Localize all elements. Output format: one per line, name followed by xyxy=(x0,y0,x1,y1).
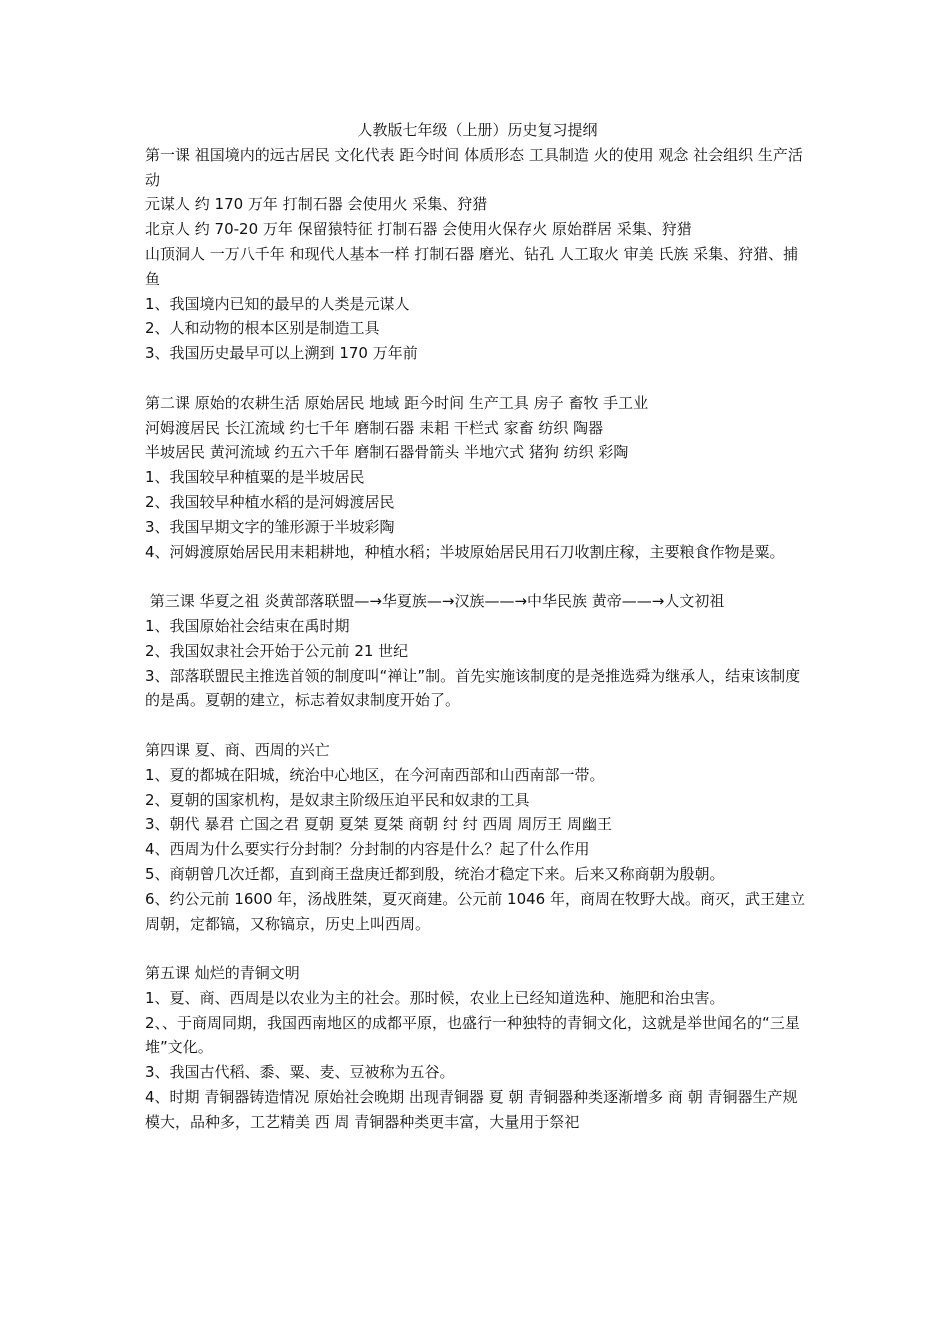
lesson2-row-hemudu: 河姆渡居民 长江流域 约七千年 磨制石器 耒耜 干栏式 家畜 纺织 陶器 xyxy=(145,418,604,437)
lesson2-point-4: 4、河姆渡原始居民用耒耜耕地，种植水稻；半坡原始居民用石刀收割庄稼，主要粮食作物是粟。 xyxy=(145,542,785,561)
lesson2-point-1: 1、我国较早种植粟的是半坡居民 xyxy=(145,468,365,487)
lesson4-point-1: 1、夏的都城在阳城，统治中心地区，在今河南西部和山西南部一带。 xyxy=(145,765,605,784)
lesson3-heading: 第三课 华夏之祖 炎黄部落联盟—→华夏族—→汉族——→中华民族 黄帝——→人文初祖 xyxy=(145,592,725,611)
lesson4-point-6: 6、约公元前 1600 年，汤战胜桀，夏灭商建。公元前 1046 年，商周在牧野大战。商灭，武王建立周朝，定都镐，又称镐京，历史上叫西周。 xyxy=(145,889,805,933)
paragraph-spacer xyxy=(145,713,810,738)
lesson1-row-yuanmou: 元谋人 约 170 万年 打制石器 会使用火 采集、狩猎 xyxy=(145,195,488,214)
lesson1-point-3: 3、我国历史最早可以上溯到 170 万年前 xyxy=(145,344,418,363)
lesson1-row-shandingdong: 山顶洞人 一万八千年 和现代人基本一样 打制石器 磨光、钻孔 人工取火 审美 氏族 采集、狩猎、捕鱼 xyxy=(145,244,799,288)
lesson2-row-banpo: 半坡居民 黄河流域 约五六千年 磨制石器骨箭头 半地穴式 猪狗 纺织 彩陶 xyxy=(145,443,629,462)
paragraph-spacer xyxy=(145,936,810,961)
lesson1-heading: 第一课 祖国境内的远古居民 文化代表 距今时间 体质形态 工具制造 火的使用 观念 社会组织 生产活动 xyxy=(145,145,803,189)
lesson1-point-2: 2、人和动物的根本区别是制造工具 xyxy=(145,319,380,338)
lesson5-heading: 第五课 灿烂的青铜文明 xyxy=(145,964,300,983)
lesson5-point-3: 3、我国古代稻、黍、粟、麦、豆被称为五谷。 xyxy=(145,1063,455,1082)
lesson2-point-2: 2、我国较早种植水稻的是河姆渡居民 xyxy=(145,492,395,511)
paragraph-spacer xyxy=(145,366,810,391)
paragraph-spacer xyxy=(145,564,810,589)
lesson5-point-2: 2、、于商周同期，我国西南地区的成都平原，也盛行一种独特的青铜文化，这就是举世闻名的“三星堆”文化。 xyxy=(145,1013,800,1057)
lesson5-point-4: 4、时期 青铜器铸造情况 原始社会晚期 出现青铜器 夏 朝 青铜器种类逐渐增多 商 朝 青铜器生产规模大，品种多，工艺精美 西 周 青铜器种类更丰富，大量用于祭祀 xyxy=(145,1088,798,1131)
document-body xyxy=(145,118,810,1135)
lesson2-heading: 第二课 原始的农耕生活 原始居民 地域 距今时间 生产工具 房子 畜牧 手工业 xyxy=(145,393,649,412)
lesson5-point-1: 1、夏、商、西周是以农业为主的社会。那时候，农业上已经知道选种、施肥和治虫害。 xyxy=(145,988,725,1007)
lesson2-point-3: 3、我国早期文字的雏形源于半坡彩陶 xyxy=(145,517,395,536)
lesson1-point-1: 1、我国境内已知的最早的人类是元谋人 xyxy=(145,294,410,313)
lesson1-row-beijing: 北京人 约 70-20 万年 保留猿特征 打制石器 会使用火保存火 原始群居 采集、狩猎 xyxy=(145,220,692,239)
lesson3-point-1: 1、我国原始社会结束在禹时期 xyxy=(145,616,350,635)
lesson4-point-4: 4、西周为什么要实行分封制？分封制的内容是什么？起了什么作用 xyxy=(145,840,590,859)
lesson4-point-2: 2、夏朝的国家机构，是奴隶主阶级压迫平民和奴隶的工具 xyxy=(145,790,530,809)
lesson3-point-2: 2、我国奴隶社会开始于公元前 21 世纪 xyxy=(145,641,409,660)
lesson3-point-3: 3、部落联盟民主推选首领的制度叫“禅让”制。首先实施该制度的是尧推选舜为继承人，结束该制度的是禹。夏朝的建立，标志着奴隶制度开始了。 xyxy=(145,666,801,710)
lesson4-point-3: 3、朝代 暴君 亡国之君 夏朝 夏桀 夏桀 商朝 纣 纣 西周 周厉王 周幽王 xyxy=(145,815,612,834)
lesson4-heading: 第四课 夏、商、西周的兴亡 xyxy=(145,740,330,759)
lesson4-point-5: 5、商朝曾几次迁都，直到商王盘庚迁都到殷，统治才稳定下来。后来又称商朝为殷朝。 xyxy=(145,864,725,883)
document-title: 人教版七年级（上册）历史复习提纲 xyxy=(357,121,598,139)
